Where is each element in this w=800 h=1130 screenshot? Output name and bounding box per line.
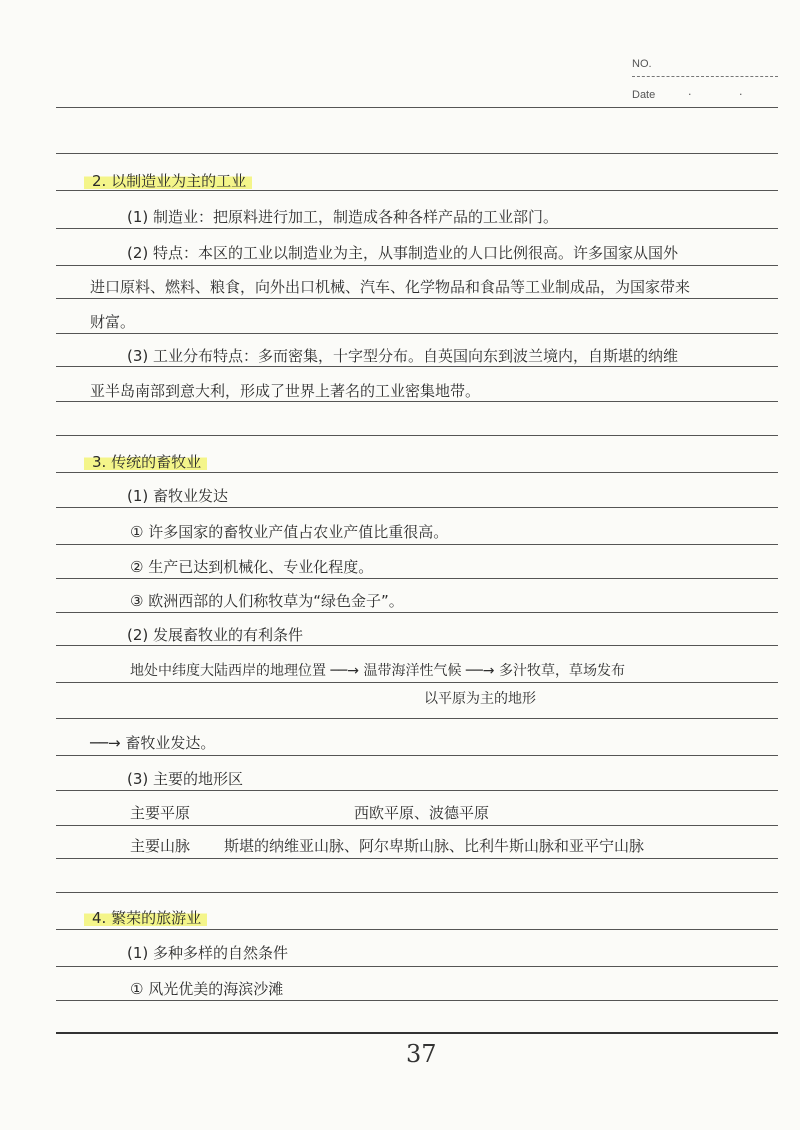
ruled-line: [56, 718, 778, 719]
text-line: (2) 特点：本区的工业以制造业为主，从事制造业的人口比例很高。许多国家从国外: [127, 244, 679, 262]
ruled-line: [56, 107, 778, 108]
date-dots: · ·: [688, 88, 765, 101]
text-line: 亚半岛南部到意大利，形成了世界上著名的工业密集地带。: [90, 382, 481, 400]
mountain-value: 斯堪的纳维亚山脉、阿尔卑斯山脉、比利牛斯山脉和亚平宁山脉: [224, 837, 645, 855]
mountain-label: 主要山脉: [130, 837, 191, 855]
ruled-line: [56, 892, 778, 893]
section-title-3: 3. 传统的畜牧业: [84, 453, 207, 471]
ruled-line: [56, 755, 778, 756]
section-title-4: 4. 繁荣的旅游业: [84, 909, 207, 927]
bottom-rule: [56, 1032, 778, 1034]
ruled-line: [56, 401, 778, 402]
list-item: ② 生产已达到机械化、专业化程度。: [130, 558, 374, 576]
ruled-line: [56, 929, 778, 930]
ruled-line: [56, 790, 778, 791]
list-item: ③ 欧洲西部的人们称牧草为“绿色金子”。: [130, 592, 404, 610]
subheading: (1) 畜牧业发达: [127, 487, 229, 505]
ruled-line: [56, 1000, 778, 1001]
header-dashed-line: [632, 76, 778, 77]
ruled-line: [56, 435, 778, 436]
ruled-line: [56, 578, 778, 579]
ruled-line: [56, 190, 778, 191]
page-number: 37: [406, 1040, 437, 1068]
date-label: Date: [632, 89, 656, 101]
ruled-line: [56, 507, 778, 508]
ruled-line: [56, 333, 778, 334]
condition-result: ──→ 畜牧业发达。: [90, 734, 216, 752]
list-item: ① 风光优美的海滨沙滩: [130, 980, 284, 998]
ruled-line: [56, 298, 778, 299]
condition-terrain: 以平原为主的地形: [424, 691, 536, 707]
ruled-line: [56, 645, 778, 646]
list-item: ① 许多国家的畜牧业产值占农业产值比重很高。: [130, 523, 449, 541]
no-label: NO.: [632, 58, 652, 70]
text-line: (1) 制造业：把原料进行加工，制造成各种各样产品的工业部门。: [127, 208, 559, 226]
ruled-line: [56, 544, 778, 545]
text-line: 财富。: [90, 313, 136, 331]
ruled-line: [56, 472, 778, 473]
text-line: (3) 工业分布特点：多而密集，十字型分布。自英国向东到波兰境内，自斯堪的纳维: [127, 347, 679, 365]
subheading: (2) 发展畜牧业的有利条件: [127, 626, 304, 644]
ruled-line: [56, 366, 778, 367]
plain-value: 西欧平原、波德平原: [354, 804, 490, 822]
text-line: 进口原料、燃料、粮食，向外出口机械、汽车、化学物品和食品等工业制成品，为国家带来: [90, 278, 691, 296]
plain-label: 主要平原: [130, 804, 191, 822]
ruled-line: [56, 228, 778, 229]
ruled-line: [56, 612, 778, 613]
ruled-line: [56, 966, 778, 967]
condition-chain: 地处中纬度大陆西岸的地理位置 ──→ 温带海洋性气候 ──→ 多汁牧草，草场发布: [130, 663, 625, 679]
section-title-2: 2. 以制造业为主的工业: [84, 172, 252, 190]
ruled-line: [56, 825, 778, 826]
subheading: (3) 主要的地形区: [127, 770, 244, 788]
ruled-line: [56, 682, 778, 683]
subheading: (1) 多种多样的自然条件: [127, 944, 289, 962]
ruled-line: [56, 265, 778, 266]
ruled-line: [56, 858, 778, 859]
ruled-line: [56, 153, 778, 154]
